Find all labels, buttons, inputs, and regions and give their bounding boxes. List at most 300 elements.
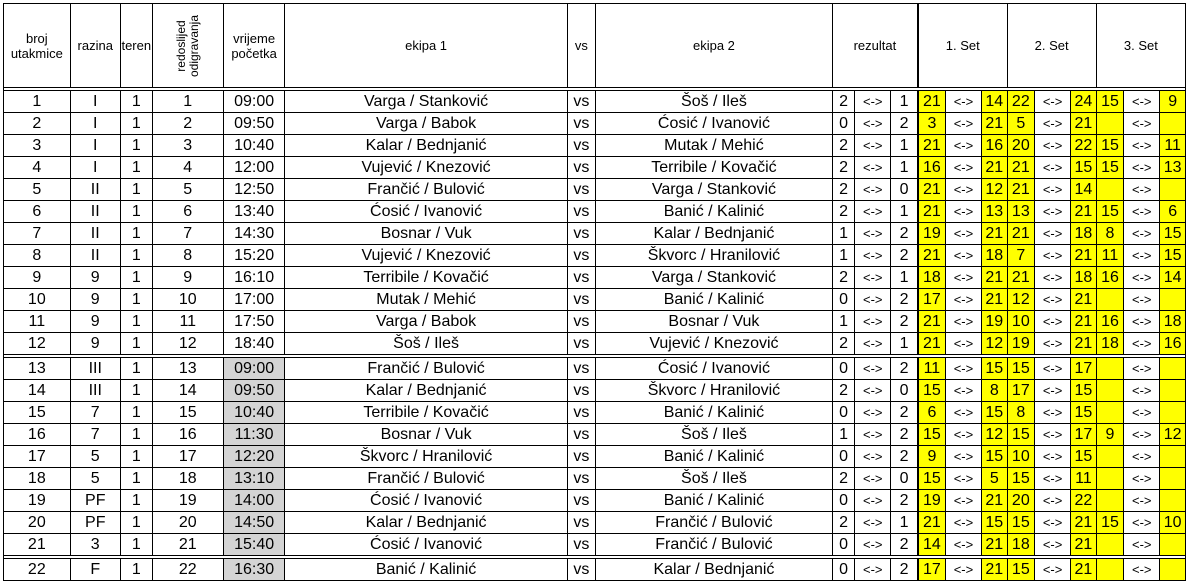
cell-set2-arrow: <-> bbox=[1035, 201, 1071, 223]
cell-set3-arrow: <-> bbox=[1124, 358, 1160, 380]
cell-set1-team2: 21 bbox=[981, 267, 1007, 289]
cell-set1-arrow: <-> bbox=[945, 559, 981, 581]
cell-set1-team1: 6 bbox=[918, 402, 946, 424]
cell-team1: Terribile / Kovačić bbox=[285, 267, 567, 289]
cell-set2-team2: 14 bbox=[1071, 179, 1097, 201]
cell-result-arrow: <-> bbox=[855, 358, 891, 380]
cell-order: 4 bbox=[152, 157, 223, 179]
cell-team2: Ćosić / Ivanović bbox=[596, 113, 833, 135]
cell-start-time: 17:50 bbox=[223, 311, 285, 333]
cell-set2-team2: 18 bbox=[1071, 223, 1097, 245]
cell-order: 6 bbox=[152, 201, 223, 223]
cell-result-team1: 0 bbox=[832, 534, 854, 556]
cell-set1-team1: 16 bbox=[918, 157, 946, 179]
cell-set2-arrow: <-> bbox=[1035, 91, 1071, 113]
cell-set3-team2 bbox=[1160, 559, 1186, 581]
cell-set3-team2: 9 bbox=[1160, 91, 1186, 113]
cell-start-time: 12:20 bbox=[223, 446, 285, 468]
cell-order: 10 bbox=[152, 289, 223, 311]
cell-set3-team2 bbox=[1160, 358, 1186, 380]
cell-result-team1: 2 bbox=[832, 179, 854, 201]
cell-result-arrow: <-> bbox=[855, 223, 891, 245]
cell-set3-team1: 15 bbox=[1096, 201, 1123, 223]
cell-court: 1 bbox=[120, 512, 152, 534]
cell-set2-team2: 21 bbox=[1071, 534, 1097, 556]
cell-court: 1 bbox=[120, 380, 152, 402]
table-row bbox=[4, 559, 1186, 581]
cell-team2: Ćosić / Ivanović bbox=[596, 358, 833, 380]
cell-set2-team2: 17 bbox=[1071, 424, 1097, 446]
table-row bbox=[4, 424, 1186, 446]
cell-team2: Škvorc / Hranilović bbox=[596, 380, 833, 402]
cell-match-no: 11 bbox=[4, 311, 71, 333]
cell-set1-arrow: <-> bbox=[945, 333, 981, 355]
cell-result-team2: 2 bbox=[891, 559, 918, 581]
cell-order: 16 bbox=[152, 424, 223, 446]
cell-set2-team1: 15 bbox=[1007, 512, 1034, 534]
cell-result-arrow: <-> bbox=[855, 289, 891, 311]
cell-set2-arrow: <-> bbox=[1035, 245, 1071, 267]
cell-court: 1 bbox=[120, 311, 152, 333]
cell-vs: vs bbox=[567, 559, 595, 581]
cell-set1-team2: 15 bbox=[981, 402, 1007, 424]
cell-start-time: 11:30 bbox=[223, 424, 285, 446]
cell-result-team1: 2 bbox=[832, 91, 854, 113]
cell-set2-team1: 22 bbox=[1007, 91, 1034, 113]
cell-set3-team2 bbox=[1160, 402, 1186, 424]
cell-level: F bbox=[70, 559, 120, 581]
cell-set1-team1: 21 bbox=[918, 91, 946, 113]
cell-team2: Banić / Kalinić bbox=[596, 402, 833, 424]
cell-result-team2: 1 bbox=[891, 135, 918, 157]
cell-team2: Varga / Stanković bbox=[596, 267, 833, 289]
cell-result-team2: 2 bbox=[891, 245, 918, 267]
cell-result-arrow: <-> bbox=[855, 333, 891, 355]
cell-result-team2: 2 bbox=[891, 424, 918, 446]
cell-set1-team1: 21 bbox=[918, 512, 946, 534]
cell-set3-team1 bbox=[1096, 289, 1123, 311]
cell-set3-team2: 15 bbox=[1160, 245, 1186, 267]
cell-match-no: 4 bbox=[4, 157, 71, 179]
cell-start-time: 13:40 bbox=[223, 201, 285, 223]
cell-set2-team1: 8 bbox=[1007, 402, 1034, 424]
cell-vs: vs bbox=[567, 223, 595, 245]
cell-set3-arrow: <-> bbox=[1124, 289, 1160, 311]
cell-set2-arrow: <-> bbox=[1035, 534, 1071, 556]
cell-team1: Vujević / Knezović bbox=[285, 245, 567, 267]
cell-match-no: 18 bbox=[4, 468, 71, 490]
cell-team1: Varga / Babok bbox=[285, 311, 567, 333]
cell-set1-arrow: <-> bbox=[945, 289, 981, 311]
cell-set3-team1: 18 bbox=[1096, 333, 1123, 355]
cell-vs: vs bbox=[567, 402, 595, 424]
cell-set3-team2 bbox=[1160, 446, 1186, 468]
cell-vs: vs bbox=[567, 380, 595, 402]
cell-set1-team2: 19 bbox=[981, 311, 1007, 333]
cell-set3-team2: 12 bbox=[1160, 424, 1186, 446]
cell-set1-team1: 19 bbox=[918, 223, 946, 245]
table-row bbox=[4, 468, 1186, 490]
cell-set3-team2: 10 bbox=[1160, 512, 1186, 534]
cell-set1-team1: 3 bbox=[918, 113, 946, 135]
cell-set1-arrow: <-> bbox=[945, 311, 981, 333]
cell-team1: Varga / Babok bbox=[285, 113, 567, 135]
cell-result-team1: 0 bbox=[832, 289, 854, 311]
cell-vs: vs bbox=[567, 311, 595, 333]
cell-set3-team1 bbox=[1096, 559, 1123, 581]
cell-start-time: 13:10 bbox=[223, 468, 285, 490]
cell-set1-arrow: <-> bbox=[945, 424, 981, 446]
cell-set3-team1 bbox=[1096, 113, 1123, 135]
table-row bbox=[4, 512, 1186, 534]
cell-level: II bbox=[70, 245, 120, 267]
cell-court: 1 bbox=[120, 245, 152, 267]
cell-set2-arrow: <-> bbox=[1035, 358, 1071, 380]
cell-team1: Kalar / Bednjanić bbox=[285, 135, 567, 157]
cell-level: 9 bbox=[70, 289, 120, 311]
cell-set1-arrow: <-> bbox=[945, 135, 981, 157]
cell-set1-team2: 21 bbox=[981, 113, 1007, 135]
table-row bbox=[4, 490, 1186, 512]
table-row bbox=[4, 201, 1186, 223]
cell-set1-team2: 21 bbox=[981, 559, 1007, 581]
header-vs: vs bbox=[567, 4, 595, 88]
header-level: razina bbox=[70, 4, 120, 88]
cell-set3-arrow: <-> bbox=[1124, 179, 1160, 201]
cell-order: 15 bbox=[152, 402, 223, 424]
cell-set2-team2: 21 bbox=[1071, 201, 1097, 223]
cell-court: 1 bbox=[120, 424, 152, 446]
cell-set1-arrow: <-> bbox=[945, 512, 981, 534]
cell-level: III bbox=[70, 380, 120, 402]
cell-set2-team1: 17 bbox=[1007, 380, 1034, 402]
cell-match-no: 22 bbox=[4, 559, 71, 581]
header-result: rezultat bbox=[832, 4, 918, 88]
cell-result-arrow: <-> bbox=[855, 380, 891, 402]
cell-set1-arrow: <-> bbox=[945, 446, 981, 468]
cell-court: 1 bbox=[120, 267, 152, 289]
cell-set2-team1: 15 bbox=[1007, 468, 1034, 490]
cell-set2-arrow: <-> bbox=[1035, 289, 1071, 311]
header-set3: 3. Set bbox=[1096, 4, 1185, 88]
cell-set2-team2: 18 bbox=[1071, 267, 1097, 289]
cell-set1-team2: 15 bbox=[981, 358, 1007, 380]
cell-team2: Vujević / Knezović bbox=[596, 333, 833, 355]
cell-result-team2: 2 bbox=[891, 490, 918, 512]
cell-set3-arrow: <-> bbox=[1124, 490, 1160, 512]
cell-set3-team1 bbox=[1096, 402, 1123, 424]
cell-set2-team1: 7 bbox=[1007, 245, 1034, 267]
cell-vs: vs bbox=[567, 91, 595, 113]
cell-set1-team2: 21 bbox=[981, 157, 1007, 179]
cell-result-team1: 1 bbox=[832, 311, 854, 333]
table-row bbox=[4, 91, 1186, 113]
cell-team1: Frančić / Bulović bbox=[285, 179, 567, 201]
cell-start-time: 12:50 bbox=[223, 179, 285, 201]
cell-team1: Vujević / Knezović bbox=[285, 157, 567, 179]
cell-level: 7 bbox=[70, 402, 120, 424]
cell-set2-team1: 10 bbox=[1007, 311, 1034, 333]
cell-result-arrow: <-> bbox=[855, 201, 891, 223]
cell-set1-team1: 9 bbox=[918, 446, 946, 468]
cell-set1-arrow: <-> bbox=[945, 490, 981, 512]
cell-match-no: 17 bbox=[4, 446, 71, 468]
cell-set3-team1: 8 bbox=[1096, 223, 1123, 245]
cell-team2: Frančić / Bulović bbox=[596, 512, 833, 534]
cell-result-team1: 0 bbox=[832, 113, 854, 135]
cell-start-time: 09:00 bbox=[223, 358, 285, 380]
table-row bbox=[4, 402, 1186, 424]
table-row bbox=[4, 289, 1186, 311]
cell-set2-team2: 21 bbox=[1071, 512, 1097, 534]
cell-set3-arrow: <-> bbox=[1124, 512, 1160, 534]
cell-match-no: 1 bbox=[4, 91, 71, 113]
cell-set3-team2: 15 bbox=[1160, 223, 1186, 245]
cell-order: 13 bbox=[152, 358, 223, 380]
cell-vs: vs bbox=[567, 490, 595, 512]
cell-result-team2: 2 bbox=[891, 358, 918, 380]
cell-level: 9 bbox=[70, 311, 120, 333]
cell-set3-team2: 13 bbox=[1160, 157, 1186, 179]
cell-result-arrow: <-> bbox=[855, 113, 891, 135]
cell-result-team1: 2 bbox=[832, 135, 854, 157]
cell-set2-team2: 24 bbox=[1071, 91, 1097, 113]
cell-result-arrow: <-> bbox=[855, 490, 891, 512]
cell-start-time: 16:30 bbox=[223, 559, 285, 581]
cell-team2: Mutak / Mehić bbox=[596, 135, 833, 157]
cell-set2-team2: 21 bbox=[1071, 559, 1097, 581]
cell-court: 1 bbox=[120, 223, 152, 245]
cell-result-team1: 1 bbox=[832, 245, 854, 267]
cell-court: 1 bbox=[120, 468, 152, 490]
cell-vs: vs bbox=[567, 157, 595, 179]
cell-team2: Banić / Kalinić bbox=[596, 289, 833, 311]
cell-set3-arrow: <-> bbox=[1124, 468, 1160, 490]
cell-set3-team1: 15 bbox=[1096, 135, 1123, 157]
cell-level: I bbox=[70, 91, 120, 113]
cell-team1: Varga / Stanković bbox=[285, 91, 567, 113]
cell-set1-team2: 21 bbox=[981, 223, 1007, 245]
header-team1: ekipa 1 bbox=[285, 4, 567, 88]
cell-match-no: 10 bbox=[4, 289, 71, 311]
header-set1: 1. Set bbox=[918, 4, 1007, 88]
cell-set1-team1: 21 bbox=[918, 201, 946, 223]
cell-start-time: 15:20 bbox=[223, 245, 285, 267]
cell-order: 19 bbox=[152, 490, 223, 512]
cell-court: 1 bbox=[120, 402, 152, 424]
cell-vs: vs bbox=[567, 358, 595, 380]
cell-vs: vs bbox=[567, 333, 595, 355]
cell-set1-team2: 12 bbox=[981, 333, 1007, 355]
cell-set1-team2: 5 bbox=[981, 468, 1007, 490]
cell-set3-team1 bbox=[1096, 468, 1123, 490]
cell-set3-arrow: <-> bbox=[1124, 135, 1160, 157]
cell-set1-team1: 14 bbox=[918, 534, 946, 556]
cell-set2-team2: 11 bbox=[1071, 468, 1097, 490]
cell-vs: vs bbox=[567, 201, 595, 223]
cell-set2-team1: 20 bbox=[1007, 135, 1034, 157]
cell-set3-arrow: <-> bbox=[1124, 245, 1160, 267]
cell-level: 3 bbox=[70, 534, 120, 556]
cell-set3-team2 bbox=[1160, 534, 1186, 556]
cell-result-arrow: <-> bbox=[855, 402, 891, 424]
cell-vs: vs bbox=[567, 424, 595, 446]
cell-vs: vs bbox=[567, 446, 595, 468]
cell-set2-team1: 12 bbox=[1007, 289, 1034, 311]
cell-set1-arrow: <-> bbox=[945, 468, 981, 490]
cell-result-team2: 1 bbox=[891, 267, 918, 289]
cell-set2-arrow: <-> bbox=[1035, 223, 1071, 245]
cell-set1-team2: 18 bbox=[981, 245, 1007, 267]
header-team2: ekipa 2 bbox=[596, 4, 833, 88]
cell-set1-team2: 21 bbox=[981, 289, 1007, 311]
cell-start-time: 14:00 bbox=[223, 490, 285, 512]
cell-team1: Bosnar / Vuk bbox=[285, 223, 567, 245]
cell-start-time: 15:40 bbox=[223, 534, 285, 556]
cell-result-team1: 0 bbox=[832, 358, 854, 380]
cell-set3-team2: 16 bbox=[1160, 333, 1186, 355]
cell-set1-team1: 15 bbox=[918, 380, 946, 402]
cell-set2-team2: 21 bbox=[1071, 113, 1097, 135]
cell-set2-arrow: <-> bbox=[1035, 446, 1071, 468]
cell-result-team2: 1 bbox=[891, 201, 918, 223]
cell-set3-arrow: <-> bbox=[1124, 201, 1160, 223]
cell-result-arrow: <-> bbox=[855, 446, 891, 468]
cell-set3-arrow: <-> bbox=[1124, 91, 1160, 113]
cell-set2-team2: 21 bbox=[1071, 333, 1097, 355]
cell-set2-team1: 10 bbox=[1007, 446, 1034, 468]
cell-level: PF bbox=[70, 512, 120, 534]
cell-set1-team1: 17 bbox=[918, 289, 946, 311]
cell-set2-team1: 18 bbox=[1007, 534, 1034, 556]
cell-start-time: 09:50 bbox=[223, 380, 285, 402]
cell-match-no: 16 bbox=[4, 424, 71, 446]
cell-order: 22 bbox=[152, 559, 223, 581]
cell-start-time: 16:10 bbox=[223, 267, 285, 289]
cell-level: I bbox=[70, 135, 120, 157]
cell-level: II bbox=[70, 201, 120, 223]
cell-result-team1: 0 bbox=[832, 559, 854, 581]
cell-set1-team1: 21 bbox=[918, 245, 946, 267]
cell-result-arrow: <-> bbox=[855, 468, 891, 490]
cell-match-no: 13 bbox=[4, 358, 71, 380]
cell-set3-team1: 15 bbox=[1096, 91, 1123, 113]
cell-result-team1: 2 bbox=[832, 267, 854, 289]
cell-result-arrow: <-> bbox=[855, 311, 891, 333]
header-order-label: redoslijed odigravanja bbox=[173, 14, 201, 77]
table-row bbox=[4, 113, 1186, 135]
cell-set2-arrow: <-> bbox=[1035, 267, 1071, 289]
header-row bbox=[4, 4, 1186, 88]
cell-court: 1 bbox=[120, 358, 152, 380]
cell-set1-arrow: <-> bbox=[945, 113, 981, 135]
cell-result-arrow: <-> bbox=[855, 135, 891, 157]
cell-match-no: 3 bbox=[4, 135, 71, 157]
cell-vs: vs bbox=[567, 512, 595, 534]
cell-set2-team1: 21 bbox=[1007, 157, 1034, 179]
cell-result-arrow: <-> bbox=[855, 534, 891, 556]
cell-set2-team2: 15 bbox=[1071, 380, 1097, 402]
cell-team2: Frančić / Bulović bbox=[596, 534, 833, 556]
cell-match-no: 15 bbox=[4, 402, 71, 424]
cell-level: 5 bbox=[70, 468, 120, 490]
header-set2: 2. Set bbox=[1007, 4, 1096, 88]
cell-result-arrow: <-> bbox=[855, 245, 891, 267]
cell-set3-team1 bbox=[1096, 490, 1123, 512]
cell-team1: Terribile / Kovačić bbox=[285, 402, 567, 424]
cell-team1: Ćosić / Ivanović bbox=[285, 490, 567, 512]
cell-set1-arrow: <-> bbox=[945, 179, 981, 201]
header-match-no: broj utakmice bbox=[4, 4, 71, 88]
cell-order: 12 bbox=[152, 333, 223, 355]
cell-team2: Banić / Kalinić bbox=[596, 490, 833, 512]
cell-set3-arrow: <-> bbox=[1124, 446, 1160, 468]
cell-set1-team2: 12 bbox=[981, 424, 1007, 446]
cell-set3-team1: 15 bbox=[1096, 157, 1123, 179]
cell-set3-arrow: <-> bbox=[1124, 113, 1160, 135]
cell-result-team2: 1 bbox=[891, 512, 918, 534]
cell-set1-arrow: <-> bbox=[945, 223, 981, 245]
cell-level: I bbox=[70, 113, 120, 135]
cell-vs: vs bbox=[567, 245, 595, 267]
cell-set2-team1: 15 bbox=[1007, 358, 1034, 380]
cell-court: 1 bbox=[120, 201, 152, 223]
cell-result-arrow: <-> bbox=[855, 424, 891, 446]
cell-set1-team1: 11 bbox=[918, 358, 946, 380]
cell-set1-team1: 18 bbox=[918, 267, 946, 289]
cell-court: 1 bbox=[120, 135, 152, 157]
cell-result-arrow: <-> bbox=[855, 91, 891, 113]
cell-set3-arrow: <-> bbox=[1124, 311, 1160, 333]
cell-set1-team2: 8 bbox=[981, 380, 1007, 402]
cell-set1-team1: 21 bbox=[918, 135, 946, 157]
cell-court: 1 bbox=[120, 289, 152, 311]
cell-set2-team2: 15 bbox=[1071, 446, 1097, 468]
cell-result-arrow: <-> bbox=[855, 267, 891, 289]
cell-set2-team1: 20 bbox=[1007, 490, 1034, 512]
cell-result-team2: 2 bbox=[891, 289, 918, 311]
cell-set2-team2: 21 bbox=[1071, 245, 1097, 267]
cell-set3-team2: 14 bbox=[1160, 267, 1186, 289]
cell-team1: Banić / Kalinić bbox=[285, 559, 567, 581]
cell-set1-arrow: <-> bbox=[945, 91, 981, 113]
cell-level: I bbox=[70, 157, 120, 179]
cell-vs: vs bbox=[567, 267, 595, 289]
cell-set1-team1: 17 bbox=[918, 559, 946, 581]
cell-set3-team1 bbox=[1096, 446, 1123, 468]
cell-result-team1: 2 bbox=[832, 157, 854, 179]
cell-set3-team1: 11 bbox=[1096, 245, 1123, 267]
cell-result-team2: 0 bbox=[891, 179, 918, 201]
cell-result-team1: 2 bbox=[832, 380, 854, 402]
cell-start-time: 09:50 bbox=[223, 113, 285, 135]
cell-set1-team2: 21 bbox=[981, 534, 1007, 556]
cell-start-time: 10:40 bbox=[223, 135, 285, 157]
cell-order: 17 bbox=[152, 446, 223, 468]
cell-start-time: 17:00 bbox=[223, 289, 285, 311]
cell-set2-arrow: <-> bbox=[1035, 559, 1071, 581]
cell-match-no: 7 bbox=[4, 223, 71, 245]
cell-result-team2: 2 bbox=[891, 446, 918, 468]
cell-court: 1 bbox=[120, 534, 152, 556]
cell-level: 9 bbox=[70, 267, 120, 289]
cell-set2-team1: 15 bbox=[1007, 424, 1034, 446]
cell-set2-team2: 21 bbox=[1071, 289, 1097, 311]
header-start-time: vrijeme početka bbox=[223, 4, 285, 88]
table-row bbox=[4, 311, 1186, 333]
cell-order: 1 bbox=[152, 91, 223, 113]
cell-set2-team1: 13 bbox=[1007, 201, 1034, 223]
